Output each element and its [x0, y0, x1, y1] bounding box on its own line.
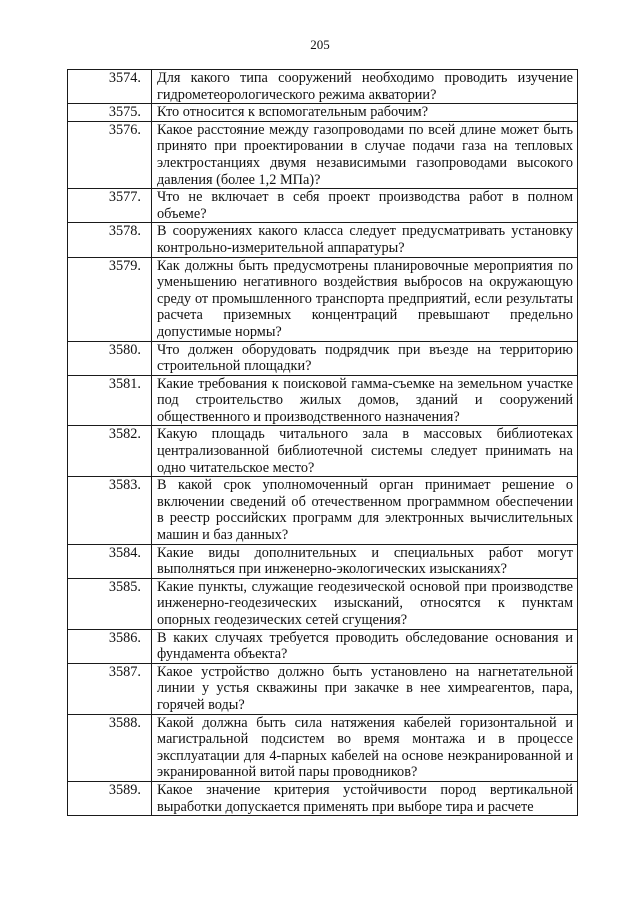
question-row — [68, 714, 578, 781]
question-row — [68, 121, 578, 188]
page-number: 205 — [310, 37, 330, 52]
questions-table-body — [68, 70, 578, 816]
question-row — [68, 544, 578, 578]
question-row — [68, 578, 578, 629]
question-text: Кто относится к вспомогательным рабочим? — [152, 104, 578, 122]
question-row — [68, 223, 578, 257]
question-text: Какое расстояние между газопроводами по всей длине может быть принято при проектировании в случае подачи газа на тепловых электростанциях двумя независимыми газопроводами высокого давления (более 1,2 МПа)? — [152, 121, 578, 188]
question-number: 3575. — [68, 104, 152, 122]
question-row — [68, 189, 578, 223]
question-row — [68, 375, 578, 426]
question-text: Какие требования к поисковой гамма-съемке на земельном участке под строительство жилых домов, зданий и сооружений общественного и производственного назначения? — [152, 375, 578, 426]
question-number: 3577. — [68, 189, 152, 223]
question-text: Какие виды дополнительных и специальных работ могут выполняться при инженерно-экологических изысканиях? — [152, 544, 578, 578]
question-number: 3583. — [68, 477, 152, 544]
question-text: Какое значение критерия устойчивости пород вертикальной выработки допускается применять при выборе тира и расчете — [152, 781, 578, 815]
question-text: В каких случаях требуется проводить обследование основания и фундамента объекта? — [152, 629, 578, 663]
question-text: Какую площадь читального зала в массовых библиотеках централизованной библиотечной системы следует принимать на одно читательское место? — [152, 426, 578, 477]
question-row — [68, 477, 578, 544]
question-number: 3576. — [68, 121, 152, 188]
question-row — [68, 781, 578, 815]
question-text: Какой должна быть сила натяжения кабелей горизонтальной и магистральной подсистем во время монтажа и в процессе эксплуатации для 4-парных кабелей на основе неэкранированной и экранированной витой пары проводников? — [152, 714, 578, 781]
question-row — [68, 70, 578, 104]
question-number: 3579. — [68, 257, 152, 341]
question-number: 3581. — [68, 375, 152, 426]
question-row — [68, 663, 578, 714]
question-row — [68, 257, 578, 341]
question-text: Что должен оборудовать подрядчик при въезде на территорию строительной площадки? — [152, 341, 578, 375]
question-row — [68, 104, 578, 122]
question-row — [68, 341, 578, 375]
question-text: В какой срок уполномоченный орган принимает решение о включении сведений об отечественном программном обеспечении в реестр российских программ для электронных вычислительных машин и баз данных? — [152, 477, 578, 544]
question-number: 3585. — [68, 578, 152, 629]
question-number: 3574. — [68, 70, 152, 104]
question-text: Какие пункты, служащие геодезической основой при производстве инженерно-геодезических изысканий, относятся к пунктам опорных геодезических сетей сгущения? — [152, 578, 578, 629]
question-text: В сооружениях какого класса следует предусматривать установку контрольно-измерительной аппаратуры? — [152, 223, 578, 257]
question-number: 3589. — [68, 781, 152, 815]
question-number: 3584. — [68, 544, 152, 578]
question-text: Какое устройство должно быть установлено на нагнетательной линии у устья скважины при закачке в нее химреагентов, пара, горячей воды? — [152, 663, 578, 714]
questions-table — [67, 69, 578, 816]
question-number: 3588. — [68, 714, 152, 781]
question-text: Что не включает в себя проект производства работ в полном объеме? — [152, 189, 578, 223]
question-number: 3580. — [68, 341, 152, 375]
question-row — [68, 426, 578, 477]
question-number: 3586. — [68, 629, 152, 663]
question-text: Как должны быть предусмотрены планировочные мероприятия по уменьшению негативного воздействия выбросов на окружающую среду от промышленного транспорта предприятий, если результаты расчета приземных концентраций превышают предельно допустимые нормы? — [152, 257, 578, 341]
question-number: 3587. — [68, 663, 152, 714]
question-row — [68, 629, 578, 663]
question-number: 3582. — [68, 426, 152, 477]
question-text: Для какого типа сооружений необходимо проводить изучение гидрометеорологического режима акватории? — [152, 70, 578, 104]
question-number: 3578. — [68, 223, 152, 257]
